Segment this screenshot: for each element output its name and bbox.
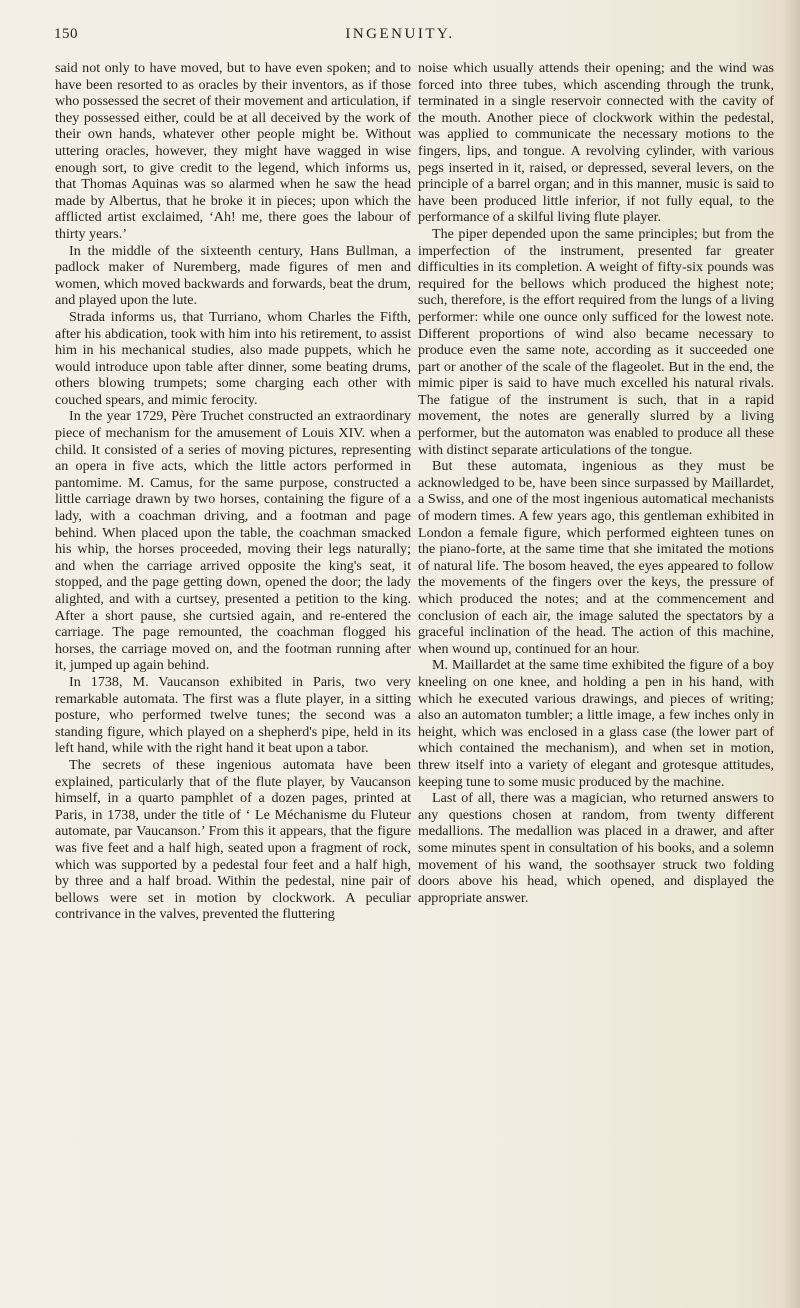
left-column bbox=[55, 60, 411, 923]
paragraph: In the year 1729, Père Truchet constructed an extraordinary piece of mechanism for the amusement of Louis XIV. when a child. It consisted of a series of moving pictures, representing an opera in five acts, which the little actors performed in pantomime. M. Camus, for the same purpose, constructed a little carriage drawn by two horses, containing the figure of a lady, with a coachman driving, and a footman and page behind. When placed upon the table, the coachman smacked his whip, the horses proceeded, moving their legs naturally; and when the carriage arrived opposite the king's seat, it stopped, and the page getting down, opened the door; the lady alighted, and with a curtsey, presented a petition to the king. After a short pause, she curtsied again, and re-entered the carriage. The page remounted, the coachman flogged his horses, the carriage moved on, and the footman running after it, jumped up again behind. bbox=[55, 408, 411, 674]
paragraph: Strada informs us, that Turriano, whom Charles the Fifth, after his abdication, took with him into his retirement, to assist him in his mechanical studies, also made puppets, which he would introduce upon table after dinner, some beating drums, others blowing trumpets; some charging each other with couched spears, and mimic ferocity. bbox=[55, 308, 411, 408]
page-number: 150 bbox=[54, 26, 78, 42]
paragraph: noise which usually attends their opening; and the wind was forced into three tubes, which ascending through the trunk, terminated in a single reservoir connected with the cavity of the mouth. Another piece of clockwork within the pedestal, was applied to communicate the necessary motions to the fingers, lips, and tongue. A revolving cylinder, with various pegs inserted in it, raised, or depressed, several levers, on the principle of a barrel organ; and in this manner, music is said to have been produced little inferior, if not fully equal, to the performance of a skilful living flute player. bbox=[418, 60, 774, 226]
page-header bbox=[0, 14, 800, 54]
paragraph: The secrets of these ingenious automata have been explained, particularly that of the flute player, by Vaucanson himself, in a quarto pamphlet of a dozen pages, printed at Paris, in 1738, under the title of ‘ Le Méchanisme du Fluteur automate, par Vaucanson.’ From this it appears, that the figure was five feet and a half high, seated upon a fragment of rock, which was supported by a pedestal four feet and a half high, by three and a half broad. Within the pedestal, nine pair of bellows were set in motion by clockwork. A peculiar contrivance in the valves, prevented the fluttering bbox=[55, 756, 411, 923]
paragraph: M. Maillardet at the same time exhibited the figure of a boy kneeling on one knee, and holding a pen in his hand, with which he executed various drawings, and pieces of writing; also an automaton tumbler; a little image, a few inches only in height, which was enclosed in a glass case (the lower part of which contained the mechanism), and when set in motion, threw itself into a variety of elegant and grotesque attitudes, keeping tune to some music produced by the machine. bbox=[418, 657, 774, 790]
paragraph: said not only to have moved, but to have even spoken; and to have been resorted to as oracles by their inventors, as if those who possessed the secret of their movement and articulation, if they possessed either, could be at all deceived by the work of their own hands, whatever other people might be. Without uttering oracles, however, they might have wagged in wise enough sort, to give credit to the legend, which informs us, that Thomas Aquinas was so alarmed when he saw the head made by Albertus, that he broke it in pieces; upon which the afflicted artist exclaimed, ‘Ah! me, there goes the labour of thirty years.’ bbox=[55, 60, 411, 242]
page-edge-shadow bbox=[782, 0, 800, 1308]
running-head: INGENUITY. bbox=[345, 26, 455, 42]
right-column bbox=[418, 60, 774, 906]
paragraph: In the middle of the sixteenth century, Hans Bullman, a padlock maker of Nuremberg, made figures of men and women, which moved backwards and forwards, beat the drum, and played upon the lute. bbox=[55, 242, 411, 309]
paragraph: In 1738, M. Vaucanson exhibited in Paris, two very remarkable automata. The first was a flute player, in a sitting posture, who performed twelve tunes; the second was a standing figure, which played on a shepherd's pipe, held in its left hand, while with the right hand it beat upon a tabor. bbox=[55, 673, 411, 757]
paragraph: But these automata, ingenious as they must be acknowledged to be, have been since surpassed by Maillardet, a Swiss, and one of the most ingenious automatical mechanists of modern times. A few years ago, this gentleman exhibited in London a female figure, which performed eighteen tunes on the piano-forte, at the same time that she imitated the motions of natural life. The bosom heaved, the eyes appeared to follow the movements of the fingers over the keys, the pressure of which produced the notes; and at the commencement and conclusion of each air, the image saluted the spectators by a graceful inclination of the head. The action of this machine, when wound up, continued for an hour. bbox=[418, 458, 774, 657]
paragraph: Last of all, there was a magician, who returned answers to any questions chosen at random, from twenty different medallions. The medallion was placed in a drawer, and after some minutes spent in consultation of his books, and a solemn movement of his wand, the soothsayer struck two folding doors above his head, which opened, and displayed the appropriate answer. bbox=[418, 790, 774, 906]
paragraph: The piper depended upon the same principles; but from the imperfection of the instrument, presented far greater difficulties in its completion. A weight of fifty-six pounds was required for the bellows which produced the highest note; such, therefore, is the effort required from the lungs of a living performer: while one ounce only sufficed for the lowest note. Different proportions of wind also became necessary to produce even the same note, according as it succeeded one part or another of the scale of the flageolet. But in the end, the mimic piper is said to have much excelled his natural rivals. The fatigue of the instrument is such, that in a rapid movement, the notes are generally slurred by a living performer, but the automaton was enabled to produce all these with distinct separate articulations of the tongue. bbox=[418, 225, 774, 458]
